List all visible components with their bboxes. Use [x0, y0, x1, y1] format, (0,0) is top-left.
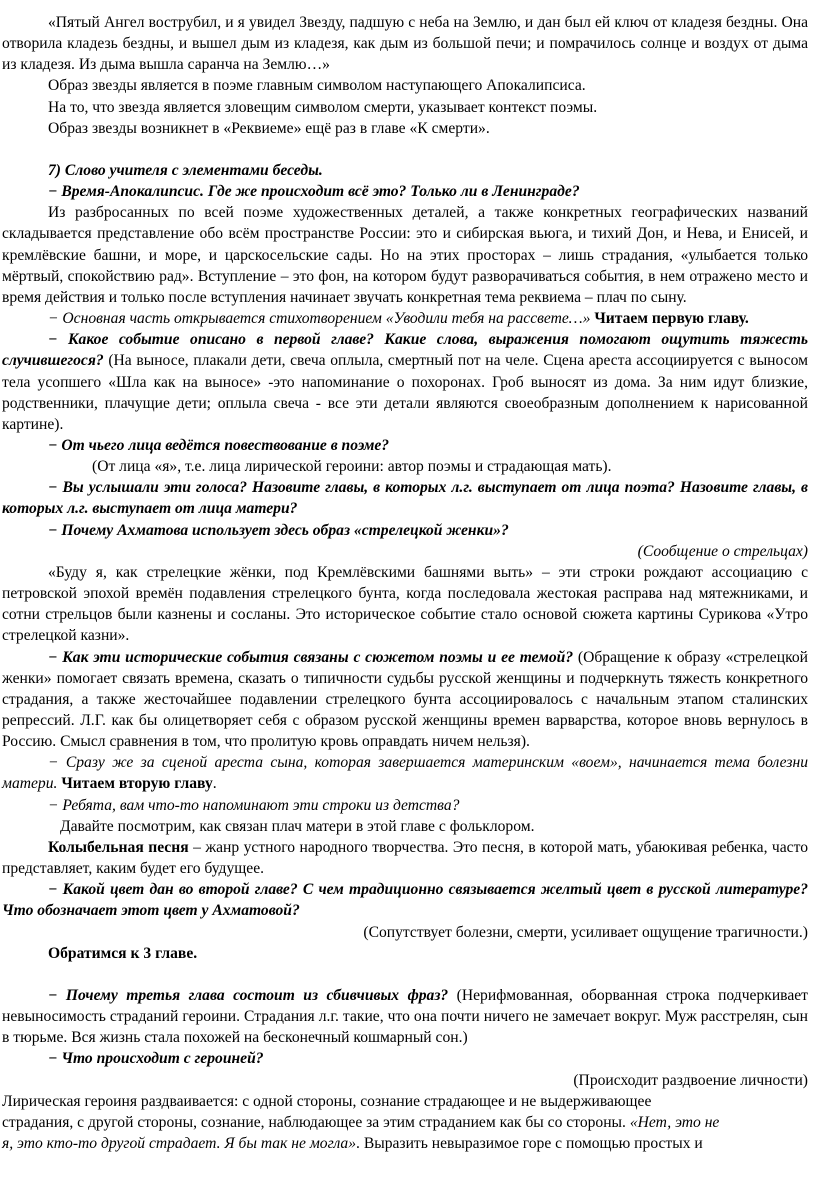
chapter-3-heading: Обратимся к 3 главе.	[48, 944, 198, 962]
question-heroine: − Что происходит с героиней?	[48, 1050, 264, 1068]
question-voices: − Вы услышали эти голоса? Назовите главы, в которых л.г. выступает от лица поэта? Назовите главы, в которых л.г. выступает от лица матери?	[2, 479, 808, 518]
apocalypse-quote: «Пятый Ангел вострубил, и я увидел Звезду, падшую с неба на Землю, и дан был ей ключ от кладезя бездны. Она отворила кладезь бездны, и вышел дым из кладезя, как дым из большой печи; и помрачилось солнце и воздух от дыма из кладезя. Из дыма вышла саранча на Землю…»	[2, 14, 808, 74]
main-part-paragraph: − Основная часть открывается стихотворением «Уводили тебя на рассвете…» Читаем первую главу.	[48, 310, 749, 328]
question-childhood: − Ребята, вам что-то напоминают эти строки из детства?	[48, 796, 460, 814]
folklore-paragraph: Давайте посмотрим, как связан плач матери в этой главе с фольклором.	[60, 817, 535, 835]
section-heading: 7) Слово учителя с элементами беседы.	[48, 161, 323, 179]
spacer	[2, 964, 808, 985]
space-paragraph: Из разбросанных по всей поэме художественных деталей, а также конкретных географических названий складывается представление обо всём пространстве России: это и сибирская вьюга, и тихий Дон, и Нева, и Енисей, и кремлёвские башни, и море, и царскосельские сады. Но на этих просторах – лишь страдания, «улыбается только мёртвый, спокойствию рад». Вступление – это фон, на котором будут разворачиваться события, в нем отражено место и время действия и только после вступления начинает звучать конкретная тема реквиема – плач по сыну.	[2, 204, 808, 306]
confused-paragraph: − Почему третья глава состоит из сбивчивых фраз? (Нерифмованная, оборванная строка подчеркивает невыносимость страданий героини. Страдания л.г. такие, что она почти ничего не замечает вокруг. Муж расстрелян, сын в тюрьме. Вся жизнь стала похожей на бесконечный кошмарный сон.)	[2, 986, 808, 1047]
split-line-3: я, это кто-то другой страдает. Я бы так не могла». Выразить невыразимое горе с помощью простых и	[2, 1134, 703, 1152]
answer-heroine: (Происходит раздвоение личности)	[573, 1071, 808, 1089]
question-time-space: − Время-Апокалипсис. Где же происходит всё это? Только ли в Ленинграде?	[48, 183, 580, 201]
question-yellow: − Какой цвет дан во второй главе? С чем традиционно связывается желтый цвет в русской литературе? Что обозначает этот цвет у Ахматовой?	[2, 881, 808, 920]
star-paragraph-3: Образ звезды возникнет в «Реквиеме» ещё раз в главе «К смерти».	[48, 119, 490, 137]
history-paragraph: − Как эти исторические события связаны с сюжетом поэмы и ее темой? (Обращение к образу «стрелецкой женки» помогает связать времена, сказать о типичности судьбы русской женщины и подчеркнуть тяжесть конкретного страдания, а также жесточайшее подавлении стрелецкого бунта ассоциировалось с начальным этапом сталинских репрессий. Л.Г. как бы олицетворяет себя с образом русской женщины времен варварства, которое вновь вернулось в Россию. Смысл сравнения в том, что пролитую кровь оправдать ничем нельзя).	[2, 648, 808, 751]
question-wives: − Почему Ахматова использует здесь образ «стрелецкой женки»?	[48, 521, 509, 539]
star-paragraph-1: Образ звезды является в поэме главным символом наступающего Апокалипсиса.	[48, 77, 586, 95]
lullaby-paragraph: Колыбельная песня – жанр устного народного творчества. Это песня, в которой мать, убаюкивая ребенка, часто представляет, каким будет его будущее.	[2, 838, 808, 878]
illness-paragraph: − Сразу же за сценой ареста сына, которая завершается материнским «воем», начинается тема болезни матери. Читаем вторую главу.	[2, 754, 808, 793]
answer-yellow: (Сопутствует болезни, смерти, усиливает ощущение трагичности.)	[363, 923, 808, 941]
star-paragraph-2: На то, что звезда является зловещим символом смерти, указывает контекст поэмы.	[48, 98, 598, 116]
event-paragraph: − Какое событие описано в первой главе? Какие слова, выражения помогают ощутить тяжесть случившегося? (На выносе, плакали дети, свеча оплыла, смертный пот на челе. Сцена ареста ассоциируется с выносом тела усопшего «Шла как на выносе» -это напоминание о похоронах. Гроб выносят из дома. За ним идут близкие, родственники, плачущие дети; оплыла свеча - все эти детали являются своеобразным дополнением к нарисованной картине).	[2, 331, 808, 433]
streltsy-paragraph: «Буду я, как стрелецкие жёнки, под Кремлёвскими башнями выть» – эти строки рождают ассоциацию с петровской эпохой времён подавления стрелецкого бунта, когда последовала жестокая расправа над мятежниками, и сотни стрельцов были казнены и сосланы. Это историческое событие стало основой сюжета картины Сурикова «Утро стрелецкой казни».	[2, 563, 808, 645]
split-line-2: страдания, с другой стороны, сознание, наблюдающее за этим страданием как бы со стороны. «Нет, это не	[2, 1113, 720, 1131]
report-note: (Сообщение о стрельцах)	[637, 542, 808, 560]
question-narrator: − От чьего лица ведётся повествование в поэме?	[48, 436, 390, 454]
spacer	[2, 139, 808, 160]
split-line-1: Лирическая героиня раздваивается: с одной стороны, сознание страдающее и не выдерживающее	[2, 1092, 652, 1110]
answer-narrator: (От лица «я», т.е. лица лирической героини: автор поэмы и страдающая мать).	[92, 458, 612, 476]
